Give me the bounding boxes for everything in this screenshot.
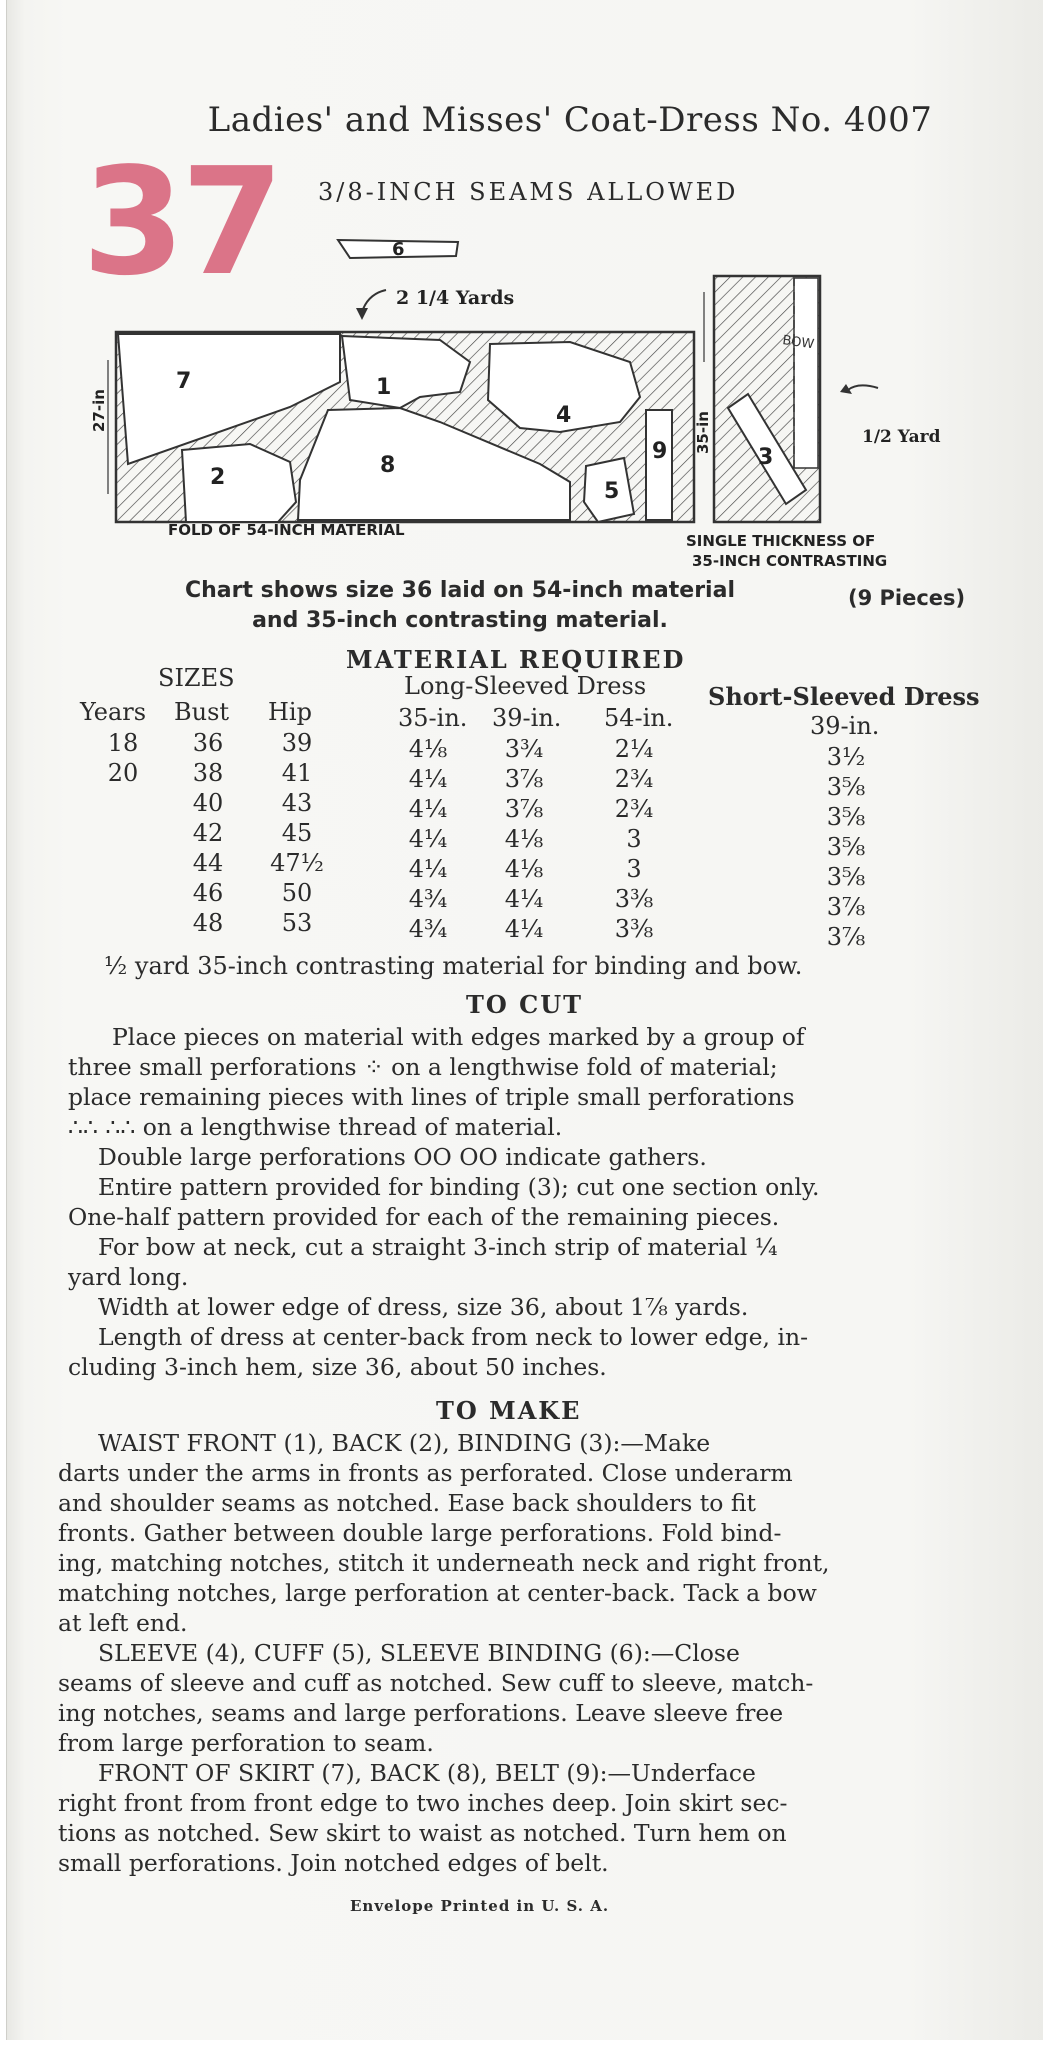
table-cell: 4¼ [408, 855, 448, 883]
fold-caption: FOLD OF 54-INCH MATERIAL [168, 521, 405, 539]
page-title: Ladies' and Misses' Coat-Dress No. 4007 [207, 100, 933, 140]
paragraph-line: darts under the arms in fronts as perforated. Close underarm [58, 1459, 793, 1487]
table-cell: 4⅛ [408, 735, 448, 763]
paragraph-line: ing, matching notches, stitch it underneath neck and right front, [58, 1549, 830, 1577]
paragraph-line: FRONT OF SKIRT (7), BACK (8), BELT (9):—Underface [98, 1759, 756, 1787]
col-35-header: 35-in. [398, 704, 468, 732]
paragraph-line: matching notches, large perforation at center-back. Tack a bow [58, 1579, 817, 1607]
sizes-heading: SIZES [158, 664, 235, 692]
table-cell: 4⅛ [504, 825, 544, 853]
width-main-label: 27-in [90, 389, 108, 432]
table-cell: 46 [192, 879, 224, 907]
paragraph-line: place remaining pieces with lines of triple small perforations [68, 1083, 795, 1111]
table-cell: 3⅞ [504, 765, 544, 793]
short-sleeved-heading: Short-Sleeved Dress [708, 682, 980, 711]
paragraph-line: three small perforations ⁘ on a lengthwise fold of material; [68, 1053, 778, 1081]
table-cell: 20 [107, 759, 139, 787]
piece-label-5: 5 [604, 479, 620, 504]
width-contrast-label: 35-in [694, 411, 712, 454]
table-cell: 4¼ [408, 795, 448, 823]
paragraph-line: Place pieces on material with edges marked by a group of [112, 1023, 805, 1051]
paragraph-line: Double large perforations OO OO indicate gathers. [98, 1143, 707, 1171]
single-caption-2: 35-INCH CONTRASTING [692, 552, 888, 570]
seams-allowance-note: 3/8-INCH SEAMS ALLOWED [318, 178, 739, 206]
col-hip-header: Hip [268, 698, 312, 726]
cutting-layout-diagram [90, 232, 941, 572]
table-cell: 42 [192, 819, 224, 847]
to-make-text [58, 1428, 988, 1878]
col-years-header: Years [80, 698, 147, 726]
table-cell: 3⅝ [826, 833, 866, 861]
paragraph-line: from large perforation to seam. [58, 1729, 434, 1757]
paragraph-line: ing notches, seams and large perforations. Leave sleeve free [58, 1699, 784, 1727]
table-cell: 4¼ [504, 885, 544, 913]
table-cell: 3⅝ [826, 863, 866, 891]
long-sleeved-heading: Long-Sleeved Dress [404, 672, 647, 700]
table-cell: 18 [107, 729, 139, 757]
paragraph-line: SLEEVE (4), CUFF (5), SLEEVE BINDING (6):—Close [98, 1639, 740, 1667]
table-cell: 2¾ [614, 765, 654, 793]
col-54-header: 54-in. [604, 704, 674, 732]
paragraph-line: seams of sleeve and cuff as notched. Sew cuff to sleeve, match- [58, 1669, 814, 1697]
table-cell: 3⅞ [826, 893, 866, 921]
piece-label-7: 7 [176, 369, 192, 394]
table-cell: 40 [192, 789, 224, 817]
bow-strip-shape [794, 278, 818, 468]
col-short39-header: 39-in. [810, 712, 880, 740]
table-cell: 53 [281, 909, 313, 937]
paragraph-line: WAIST FRONT (1), BACK (2), BINDING (3):—Make [98, 1429, 711, 1457]
table-cell: 3⅜ [614, 915, 654, 943]
short39-column [818, 742, 874, 952]
table-cell: 3⅞ [826, 923, 866, 951]
table-cell: 4¼ [408, 825, 448, 853]
piece-label-1: 1 [376, 375, 392, 400]
paragraph-line: ∴∴ ∴∴ on a lengthwise thread of material. [68, 1113, 563, 1141]
paragraph-line: cluding 3-inch hem, size 36, about 50 inches. [68, 1353, 607, 1381]
yards-main-label: 2 1/4 Yards [396, 287, 515, 309]
yardage-arrow-contrast [848, 385, 878, 390]
paragraph-line: small perforations. Join notched edges of belt. [58, 1849, 609, 1877]
pieces-count: (9 Pieces) [848, 586, 966, 610]
paragraph-line: at left end. [58, 1609, 188, 1637]
long54-column [606, 734, 662, 944]
long35-column [400, 734, 456, 944]
piece-label-2: 2 [210, 465, 226, 490]
paragraph-line: For bow at neck, cut a straight 3-inch strip of material ¼ [98, 1233, 778, 1261]
paragraph-line: yard long. [68, 1263, 189, 1291]
table-cell: 44 [192, 849, 224, 877]
col-bust-header: Bust [174, 698, 230, 726]
chart-caption [130, 576, 790, 636]
piece-label-9: 9 [652, 439, 668, 464]
contrast-note: ½ yard 35-inch contrasting material for binding and bow. [104, 952, 803, 980]
long39-column [496, 734, 552, 944]
piece-9-shape [646, 410, 672, 520]
table-cell: 45 [281, 819, 313, 847]
to-cut-text [68, 1022, 988, 1382]
paragraph-line: Entire pattern provided for binding (3); cut one section only. [98, 1173, 820, 1201]
table-cell: 47½ [270, 849, 324, 877]
table-cell: 3½ [826, 743, 866, 771]
table-cell: 3 [626, 855, 642, 883]
bow-label: BOW [781, 333, 816, 353]
years-column [98, 728, 148, 788]
chart-caption-line-2: and 35-inch contrasting material. [252, 608, 668, 633]
table-cell: 41 [281, 759, 313, 787]
table-cell: 4¾ [408, 915, 448, 943]
single-caption-1: SINGLE THICKNESS OF [686, 532, 876, 550]
to-make-heading: TO MAKE [436, 1396, 582, 1425]
table-cell: 39 [281, 729, 313, 757]
to-cut-heading: TO CUT [466, 990, 584, 1019]
table-cell: 43 [281, 789, 313, 817]
paragraph-line: Width at lower edge of dress, size 36, about 1⅞ yards. [98, 1293, 749, 1321]
piece-label-4: 4 [556, 403, 572, 428]
piece-label-3: 3 [758, 445, 774, 470]
bust-column [180, 728, 236, 938]
table-cell: 3⅝ [826, 803, 866, 831]
table-cell: 48 [192, 909, 224, 937]
table-cell: 38 [192, 759, 224, 787]
chart-caption-line-1: Chart shows size 36 laid on 54-inch material [185, 578, 735, 603]
yards-contrast-label: 1/2 Yard [862, 427, 941, 447]
table-cell: 2¼ [614, 735, 654, 763]
material-heading: MATERIAL REQUIRED [346, 645, 686, 674]
paragraph-line: One-half pattern provided for each of the remaining pieces. [68, 1203, 780, 1231]
paragraph-line: right front from front edge to two inches deep. Join skirt sec- [58, 1789, 788, 1817]
paragraph-line: tions as notched. Sew skirt to waist as notched. Turn hem on [58, 1819, 787, 1847]
size-stamp-number: 37 [82, 136, 280, 308]
table-cell: 4¾ [408, 885, 448, 913]
table-cell: 3⅞ [504, 795, 544, 823]
table-cell: 4¼ [408, 765, 448, 793]
table-cell: 36 [192, 729, 224, 757]
piece-label-6: 6 [392, 239, 405, 260]
table-cell: 3 [626, 825, 642, 853]
table-cell: 4⅛ [504, 855, 544, 883]
table-cell: 3⅝ [826, 773, 866, 801]
paragraph-line: Length of dress at center-back from neck to lower edge, in- [98, 1323, 809, 1351]
table-cell: 3⅜ [614, 885, 654, 913]
table-cell: 4¼ [504, 915, 544, 943]
paragraph-line: and shoulder seams as notched. Ease back shoulders to fit [58, 1489, 756, 1517]
table-cell: 3¾ [504, 735, 544, 763]
paragraph-line: fronts. Gather between double large perforations. Fold bind- [58, 1519, 782, 1547]
table-cell: 2¾ [614, 795, 654, 823]
col-39-header: 39-in. [492, 704, 562, 732]
footer-note: Envelope Printed in U. S. A. [350, 1897, 610, 1915]
hip-column [262, 728, 332, 938]
piece-label-8: 8 [380, 453, 396, 478]
table-cell: 50 [281, 879, 313, 907]
